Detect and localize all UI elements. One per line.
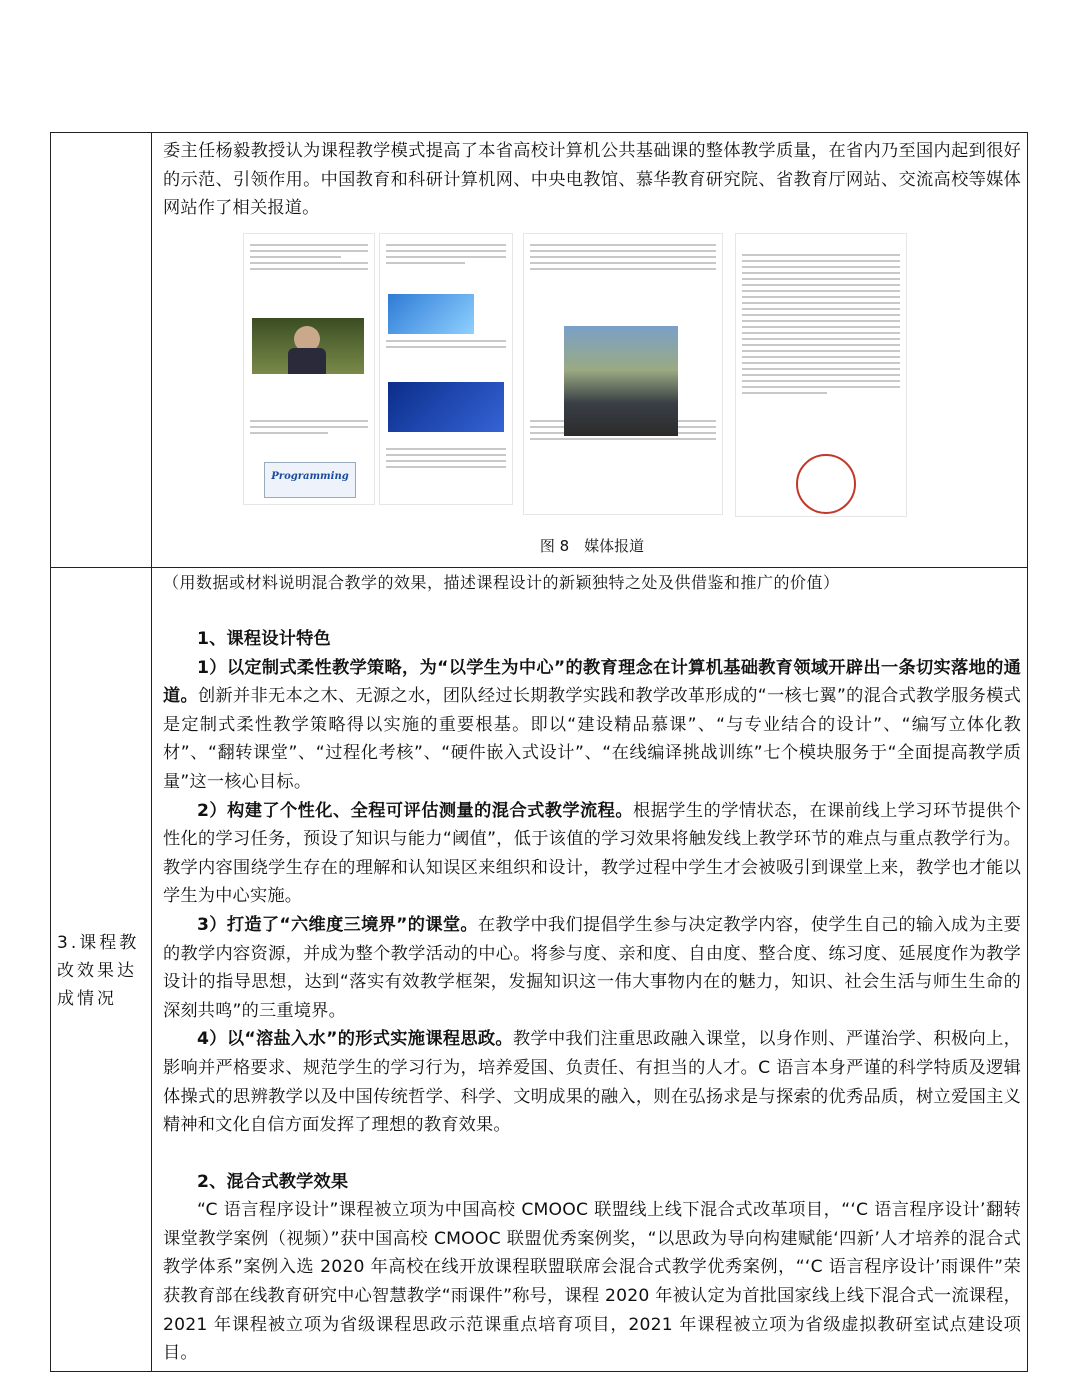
figure-caption: 图 8 媒体报道 (539, 536, 645, 555)
instruction-text: （用数据或材料说明混合教学的效果，描述课程设计的新颖独特之处及供借鉴和推广的价值） (163, 573, 840, 592)
column-divider (151, 133, 152, 1371)
official-seal (796, 454, 856, 514)
media-report-figure (163, 233, 1021, 533)
paragraph-4 (163, 1025, 1021, 1139)
programming-logo: Programming (264, 462, 356, 498)
project-banner (388, 382, 504, 432)
news-clip-2 (379, 233, 513, 505)
group-photo (564, 326, 678, 436)
section-1-title: 1、课程设计特色 (197, 629, 331, 649)
evaluation-clip (735, 233, 907, 517)
table-row-media (163, 137, 1021, 556)
paragraph-4-heading: 4）以“溶盐入水”的形式实施课程思政。 (197, 1029, 513, 1050)
row-divider (51, 567, 1027, 568)
teacher-photo (252, 318, 364, 374)
paragraph-3-heading: 3）打造了“六维度三境界”的课堂。 (197, 914, 478, 935)
course-banner (388, 294, 474, 334)
news-clip-1 (243, 233, 375, 505)
paragraph-2-heading: 2）构建了个性化、全程可评估测量的混合式教学流程。 (197, 800, 633, 821)
paragraph-4-body: 教学中我们注重思政融入课堂，以身作则、严谨治学、积极向上，影响并严格要求、规范学生的学习行为，培养爱国、负责任、有担当的人才。C 语言本身严谨的科学特质及逻辑体操式的思辨教学以及中国传统哲学、科学、文明成果的融入，则在弘扬求是与探索的优秀品质，树立爱国主义精神和文化自信方面发挥了理想的教育效果。 (163, 1029, 1021, 1136)
news-clip-3 (523, 233, 723, 515)
paragraph-5: “C 语言程序设计”课程被立项为中国高校 CMOOC 联盟线上线下混合式改革项目，“‘C 语言程序设计’翻转课堂教学案例（视频）”获中国高校 CMOOC 联盟优秀案例奖，“以思政为导向构建赋能‘四新’人才培养的混合式教学体系”案例入选 2020 年高校在线开放课程联盟联席会混合式教学优秀案例，“‘C 语言程序设计’雨课件”荣获教育部在线教育研究中心智慧教学“雨课件”称号，课程 2020 年被认定为首批国家线上线下混合式一流课程，2021 年课程被立项为省级课程思政示范课重点培育项目，2021 年课程被立项为省级虚拟教研室试点建设项目。 (163, 1200, 1021, 1364)
paragraph-1-body: 创新并非无本之木、无源之水，团队经过长期教学实践和教学改革形成的“一核七翼”的混合式教学服务模式是定制式柔性教学策略得以实施的重要根基。即以“建设精品慕课”、“与专业结合的设计”、“编写立体化教材”、“翻转课堂”、“过程化考核”、“硬件嵌入式设计”、“在线编译挑战训练”七个模块服务于“全面提高教学质量”这一核心目标。 (163, 686, 1021, 792)
paragraph-3-body: 在教学中我们提倡学生参与决定教学内容，使学生自己的输入成为主要的教学内容资源，并成为整个教学活动的中心。将参与度、亲和度、自由度、整合度、练习度、延展度作为教学设计的指导思想，达到“落实有效教学框架，发掘知识这一伟大事物内在的魅力，知识、社会生活与师生生命的深刻共鸣”的三重境界。 (163, 914, 1022, 1021)
paragraph-2-body: 根据学生的学情状态，在课前线上学习环节提供个性化的学习任务，预设了知识与能力“阈值”，低于该值的学习效果将触发线上教学环节的难点与重点教学行为。教学内容围绕学生存在的理解和认知误区来组织和设计，教学过程中学生才会被吸引到课堂上来，教学也才能以学生为中心实施。 (163, 800, 1021, 907)
section-2-title: 2、混合式教学效果 (197, 1171, 349, 1192)
paragraph-1-heading: 1）以定制式柔性教学策略，为“以学生为中心”的教育理念在计算机基础教育领域开辟出一条切实落地的通道。 (163, 657, 1021, 707)
row-label: 3.课程教改效果达成情况 (57, 933, 140, 1009)
media-paragraph: 委主任杨毅教授认为课程教学模式提高了本省高校计算机公共基础课的整体教学质量，在省内乃至国内起到很好的示范、引领作用。中国教育和科研计算机网、中央电教馆、慕华教育研究院、省教育厅网站、交流高校等媒体网站作了相关报道。 (163, 141, 1021, 219)
paragraph-3 (163, 911, 1021, 1025)
paragraph-2 (163, 797, 1021, 911)
table-row-effects (163, 569, 1021, 1368)
evaluation-table (50, 132, 1028, 1372)
paragraph-1 (163, 654, 1021, 797)
